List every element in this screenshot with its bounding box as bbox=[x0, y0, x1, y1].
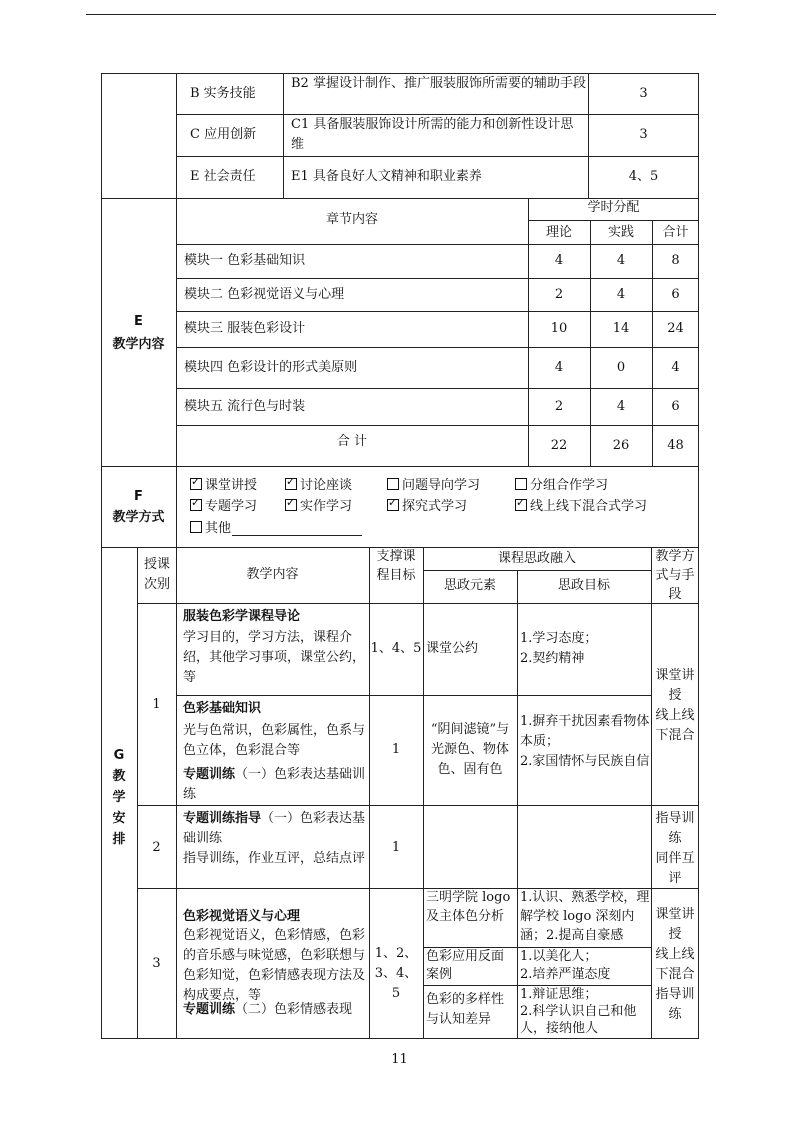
method-option[interactable]: 分组合作学习 bbox=[515, 476, 608, 496]
session-number: 1 bbox=[152, 697, 161, 712]
ideology-goal: 1.以美化人； 2.培养严谨态度 bbox=[520, 949, 611, 982]
checkbox-checked-icon[interactable] bbox=[285, 478, 297, 490]
ideology-goal: 1.辩证思维； 2.科学认识自己和他人，接纳他人 bbox=[520, 987, 637, 1036]
module-name: 模块三 服装色彩设计 bbox=[184, 321, 306, 336]
page-number: 11 bbox=[391, 1052, 408, 1067]
goal-support: 3 bbox=[639, 127, 648, 142]
teaching-method: 指导训练 同伴互评 bbox=[655, 811, 695, 886]
method-option[interactable]: ✓ 探究式学习 bbox=[387, 497, 467, 517]
checkbox-checked-icon[interactable] bbox=[190, 499, 202, 511]
theory-header: 理论 bbox=[545, 225, 572, 240]
practice-header: 实践 bbox=[607, 225, 634, 240]
section-e-letter: E bbox=[134, 314, 143, 329]
lesson-body: 指导训练，作业互评，总结点评 bbox=[183, 851, 366, 866]
sum-theory: 22 bbox=[550, 438, 568, 453]
other-input-line[interactable] bbox=[232, 535, 362, 536]
checkbox-checked-icon[interactable] bbox=[285, 499, 297, 511]
sum-practice: 26 bbox=[612, 438, 630, 453]
lesson-body: 学习目的，学习方法，课程介绍，其他学习事项，课堂公约，等 bbox=[183, 630, 366, 685]
method-option[interactable]: ✓ 讨论座谈 bbox=[285, 476, 352, 496]
checkbox-empty-icon[interactable] bbox=[515, 478, 527, 490]
module-name: 模块四 色彩设计的形式美原则 bbox=[184, 360, 358, 375]
section-g-label: 教 bbox=[112, 769, 126, 784]
method-header: 教学方式与手段 bbox=[655, 549, 695, 602]
section-g-label: G bbox=[113, 748, 125, 763]
module-practice: 0 bbox=[616, 360, 626, 375]
module-theory: 10 bbox=[550, 321, 568, 336]
module-name: 模块五 流行色与时装 bbox=[184, 399, 306, 414]
goal-item: C 应用创新 bbox=[190, 127, 257, 142]
checkbox-checked-icon[interactable] bbox=[515, 499, 527, 511]
module-name: 模块二 色彩视觉语义与心理 bbox=[184, 287, 345, 302]
section-g-label: 学 bbox=[112, 790, 126, 805]
section-g-label: 排 bbox=[112, 832, 126, 847]
ideology-element: 课堂公约 bbox=[426, 641, 479, 656]
elements-header: 思政元素 bbox=[443, 578, 496, 593]
section-g-label: 安 bbox=[112, 811, 126, 826]
sum-label: 合 计 bbox=[336, 434, 368, 449]
lesson-support: 1 bbox=[391, 742, 401, 757]
teaching-method: 课堂讲授 线上线下混合 bbox=[655, 668, 695, 743]
ideology-element: 色彩的多样性与认知差异 bbox=[426, 992, 505, 1027]
module-practice: 4 bbox=[616, 253, 626, 268]
goal-support: 3 bbox=[639, 86, 648, 101]
goal-support: 4、5 bbox=[628, 169, 659, 184]
method-option[interactable]: ✓ 实作学习 bbox=[285, 497, 352, 517]
ideology-goal: 1.摒弃干扰因素看物体本质； 2.家国情怀与民族自信 bbox=[520, 714, 650, 769]
checkbox-empty-icon[interactable] bbox=[190, 521, 202, 533]
lesson-training: 专题训练（二）色彩情感表现 bbox=[183, 1002, 353, 1017]
checkbox-checked-icon[interactable] bbox=[190, 478, 202, 490]
hours-header: 学时分配 bbox=[587, 200, 640, 215]
module-practice: 4 bbox=[616, 287, 626, 302]
session-header: 授课次别 bbox=[143, 557, 170, 592]
module-practice: 14 bbox=[612, 321, 630, 336]
section-e-label: 教学内容 bbox=[112, 337, 165, 352]
goal-item: E 社会责任 bbox=[190, 169, 256, 184]
module-total: 8 bbox=[671, 253, 680, 268]
checkbox-empty-icon[interactable] bbox=[387, 478, 399, 490]
teaching-method: 课堂讲授 线上线下混合 指导训练 bbox=[655, 907, 695, 1022]
ideology-element: 三明学院 logo 及主体色分析 bbox=[426, 890, 511, 924]
ideology-element: 色彩应用反面案例 bbox=[426, 949, 505, 982]
lesson-support: 1 bbox=[391, 840, 401, 855]
sum-total: 48 bbox=[667, 438, 684, 453]
module-theory: 4 bbox=[554, 253, 564, 268]
method-option[interactable]: 问题导向学习 bbox=[387, 476, 480, 496]
module-theory: 2 bbox=[554, 399, 564, 414]
ideology-goal: 1.学习态度； 2.契约精神 bbox=[520, 631, 598, 666]
ideology-element: “阴间滤镜”与光源色、物体色、固有色 bbox=[430, 722, 510, 777]
support-header: 支撑课程目标 bbox=[376, 549, 416, 583]
method-option[interactable]: ✓ 线上线下混合式学习 bbox=[515, 497, 647, 517]
method-option-other[interactable]: 其他 bbox=[190, 519, 231, 539]
module-name: 模块一 色彩基础知识 bbox=[184, 253, 306, 268]
module-total: 4 bbox=[671, 360, 680, 375]
module-practice: 4 bbox=[616, 399, 626, 414]
goal-item: B 实务技能 bbox=[190, 86, 256, 101]
method-option[interactable]: ✓课堂讲授 bbox=[190, 476, 257, 496]
session-number: 3 bbox=[152, 956, 161, 971]
lesson-title: 服装色彩学课程导论 bbox=[183, 609, 301, 624]
checkbox-checked-icon[interactable] bbox=[387, 499, 399, 511]
lesson-support: 1、2、3、4、5 bbox=[374, 946, 418, 1001]
section-f-label: 教学方式 bbox=[112, 510, 165, 525]
lesson-title: 专题训练指导（一）色彩表达基础训练 bbox=[183, 811, 366, 846]
lesson-body: 色彩视觉语义，色彩情感，色彩的音乐感与味觉感，色彩联想与色彩知觉，色彩情感表现方法及构成要点，等 bbox=[183, 928, 366, 1003]
lesson-title: 色彩视觉语义与心理 bbox=[183, 909, 301, 924]
lesson-support: 1、4、5 bbox=[370, 641, 422, 656]
goal-desc: C1 具备服装服饰设计所需的能力和创新性设计思维 bbox=[291, 117, 574, 152]
ideology-goal: 1.认识、熟悉学校，理解学校 logo 深刻内涵；2.提高自豪感 bbox=[520, 890, 650, 943]
goal-desc: B2 掌握设计制作、推广服装服饰所需要的辅助手段 bbox=[291, 76, 586, 91]
lesson-body: 光与色常识，色彩属性，色系与色立体，色彩混合等 bbox=[183, 723, 366, 758]
section-f-letter: F bbox=[134, 489, 143, 504]
module-total: 6 bbox=[671, 287, 680, 302]
total-header: 合计 bbox=[662, 225, 689, 240]
module-theory: 2 bbox=[554, 287, 564, 302]
ideology-header: 课程思政融入 bbox=[497, 551, 576, 566]
content-header: 教学内容 bbox=[246, 567, 299, 582]
goals-header: 思政目标 bbox=[557, 578, 610, 593]
module-theory: 4 bbox=[554, 360, 564, 375]
method-option[interactable]: ✓专题学习 bbox=[190, 497, 257, 517]
lesson-training: 专题训练（一）色彩表达基础训练 bbox=[183, 767, 366, 802]
module-total: 6 bbox=[671, 399, 680, 414]
chapter-header: 章节内容 bbox=[325, 212, 378, 227]
goal-desc: E1 具备良好人文精神和职业素养 bbox=[291, 169, 482, 184]
lesson-title: 色彩基础知识 bbox=[183, 701, 262, 716]
session-number: 2 bbox=[152, 840, 161, 855]
module-total: 24 bbox=[667, 321, 684, 336]
